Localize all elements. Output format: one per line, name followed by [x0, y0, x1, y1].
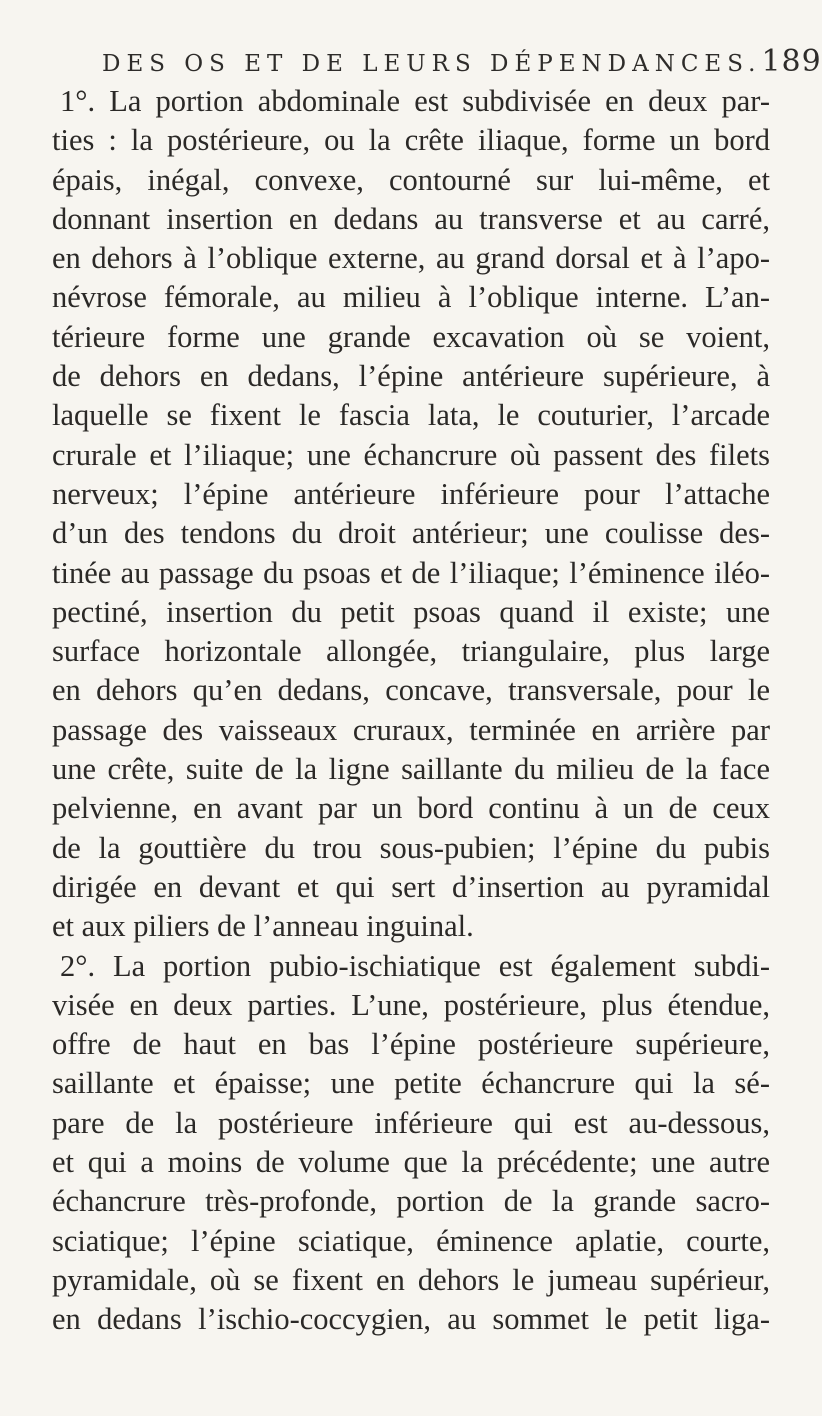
page-number: 189 [761, 44, 822, 79]
text-line: tinée au passage du psoas et de l’iliaque; l’éminence iléo- [52, 555, 770, 590]
text-line: dirigée en devant et qui sert d’insertion au pyramidal [52, 869, 770, 904]
body-text [52, 82, 770, 1340]
paragraph-2 [52, 947, 770, 1340]
paragraph-1 [52, 82, 770, 947]
text-line: sciatique; l’épine sciatique, éminence aplatie, courte, [52, 1223, 770, 1258]
text-line: 2°. La portion pubio-ischiatique est également subdi- [60, 948, 770, 983]
text-line: offre de haut en bas l’épine postérieure supérieure, [52, 1027, 770, 1062]
text-line: térieure forme une grande excavation où se voient, [52, 319, 770, 354]
text-line: en dehors qu’en dedans, concave, transversale, pour le [52, 673, 770, 708]
text-line: pare de la postérieure inférieure qui est au-dessous, [52, 1105, 770, 1140]
text-line: d’un des tendons du droit antérieur; une coulisse des- [52, 516, 770, 551]
text-line: une crête, suite de la ligne saillante du milieu de la face [52, 752, 770, 787]
text-line: laquelle se fixent le fascia lata, le couturier, l’arcade [52, 398, 770, 433]
text-line: donnant insertion en dedans au transverse et au carré, [52, 201, 770, 236]
text-line: de dehors en dedans, l’épine antérieure supérieure, à [52, 359, 770, 394]
text-line: pectiné, insertion du petit psoas quand il existe; une [52, 594, 770, 629]
text-line: 1°. La portion abdominale est subdivisée en deux par- [60, 84, 770, 118]
text-line: échancrure très-profonde, portion de la grande sacro- [52, 1184, 770, 1219]
text-line: de la gouttière du trou sous-pubien; l’épine du pubis [52, 830, 770, 865]
text-line: en dedans l’ischio-coccygien, au sommet le petit liga- [52, 1302, 770, 1337]
text-line: visée en deux parties. L’une, postérieure, plus étendue, [52, 987, 770, 1022]
text-line: et qui a moins de volume que la précédente; une autre [52, 1145, 770, 1180]
text-line: nerveux; l’épine antérieure inférieure pour l’attache [52, 476, 770, 511]
text-line: pyramidale, où se fixent en dehors le jumeau supérieur, [52, 1262, 770, 1297]
text-line: épais, inégal, convexe, contourné sur lui-même, et [52, 162, 770, 197]
text-line: saillante et épaisse; une petite échancrure qui la sé- [52, 1066, 770, 1101]
text-line: crurale et l’iliaque; une échancrure où passent des filets [52, 437, 770, 472]
running-title: DES OS ET DE LEURS DÉPENDANCES. [102, 51, 762, 77]
running-head [102, 44, 822, 84]
text-line: en dehors à l’oblique externe, au grand dorsal et à l’apo- [52, 241, 770, 276]
text-line: et aux piliers de l’anneau inguinal. [52, 909, 474, 944]
text-line: surface horizontale allongée, triangulaire, plus large [52, 634, 770, 669]
text-line: pelvienne, en avant par un bord continu à un de ceux [52, 791, 770, 826]
text-line: ties : la postérieure, ou la crête iliaque, forme un bord [52, 123, 770, 158]
text-line: névrose fémorale, au milieu à l’oblique interne. L’an- [52, 280, 770, 315]
text-line: passage des vaisseaux cruraux, terminée en arrière par [52, 712, 770, 747]
